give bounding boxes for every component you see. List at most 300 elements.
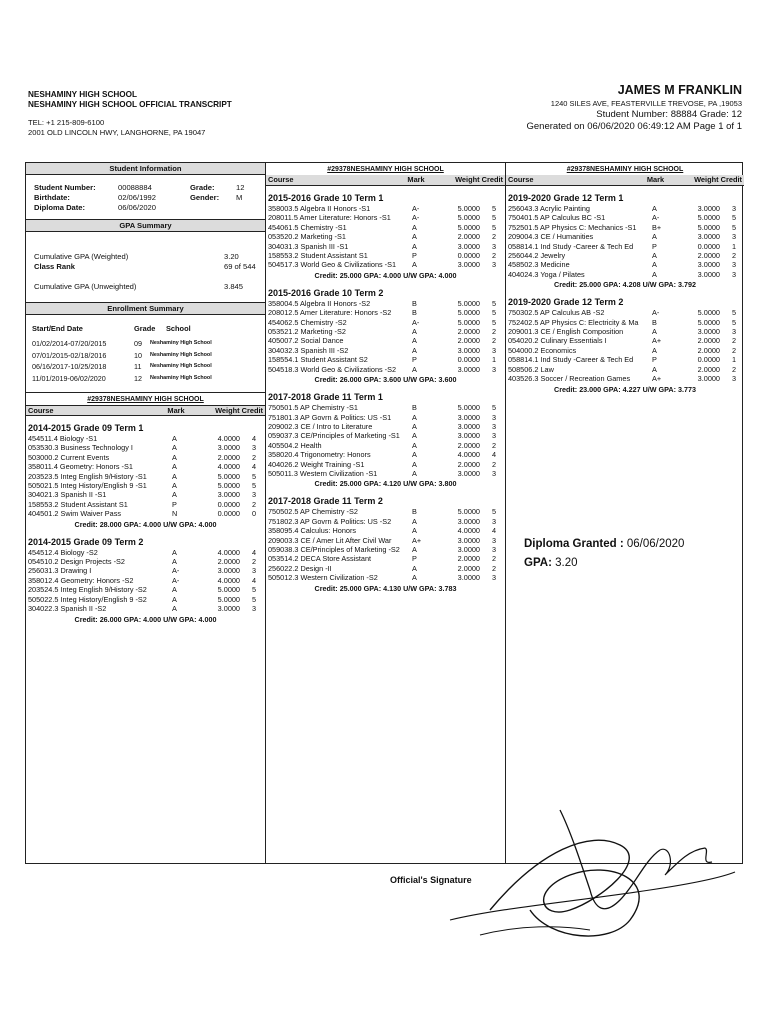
course-row xyxy=(506,213,744,222)
course-row xyxy=(506,327,744,336)
course-weight: 2.0000 xyxy=(217,452,240,462)
col-mark: Mark xyxy=(407,175,425,184)
course-mark: A xyxy=(412,336,417,346)
course-credit: 5 xyxy=(491,204,496,213)
course-row xyxy=(266,460,505,469)
course-weight: 3.0000 xyxy=(457,364,480,374)
course-weight: 4.0000 xyxy=(457,450,480,460)
course-name: 053521.2 Marketing -S2 xyxy=(268,327,346,337)
school-address: 2001 OLD LINCOLN HWY, LANGHORNE, PA 19047 xyxy=(28,128,206,137)
enrollment-grade: 10 xyxy=(134,350,142,360)
course-mark: N xyxy=(172,509,178,519)
school-tel: TEL: +1 215-809-6100 xyxy=(28,118,105,127)
course-name: 358012.4 Geometry: Honors -S2 xyxy=(28,575,134,585)
enrollment-col-dates: Start/End Date xyxy=(32,324,83,333)
term-title: 2019-2020 Grade 12 Term 2 xyxy=(508,297,624,308)
course-table-header xyxy=(26,405,265,416)
official-signature-label: Official's Signature xyxy=(390,875,472,885)
course-name: 058814.1 Ind Study -Career & Tech Ed xyxy=(508,355,634,365)
course-row xyxy=(26,472,265,481)
course-name: 203524.5 Integ English 9/History -S2 xyxy=(28,585,147,595)
label-birthdate: Birthdate: xyxy=(34,193,70,202)
course-weight: 5.0000 xyxy=(457,204,480,213)
course-row xyxy=(26,500,265,509)
course-credit: 3 xyxy=(731,374,736,384)
course-mark: A xyxy=(172,434,177,443)
course-mark: A xyxy=(412,563,417,573)
course-credit: 5 xyxy=(251,481,256,491)
course-row xyxy=(26,453,265,462)
course-row xyxy=(26,443,265,452)
course-credit: 4 xyxy=(491,450,496,460)
course-name: 505012.3 Western Civilization -S2 xyxy=(268,573,378,583)
course-row xyxy=(266,318,505,327)
course-mark: A xyxy=(412,516,417,526)
course-weight: 5.0000 xyxy=(697,222,720,232)
value-gpa-unweighted: 3.845 xyxy=(224,282,244,291)
course-row xyxy=(266,327,505,336)
course-name: 508506.2 Law xyxy=(508,364,554,374)
course-weight: 5.0000 xyxy=(457,222,480,232)
course-credit: 5 xyxy=(491,507,496,517)
course-name: 209001.3 CE / English Composition xyxy=(508,327,624,337)
course-row xyxy=(266,403,505,412)
course-row xyxy=(26,462,265,471)
course-weight: 2.0000 xyxy=(457,563,480,573)
course-name: 405504.2 Health xyxy=(268,440,322,450)
enrollment-dates: 11/01/2019-06/02/2020 xyxy=(32,373,106,383)
term-title: 2017-2018 Grade 11 Term 1 xyxy=(268,392,383,403)
course-credit: 2 xyxy=(491,336,496,346)
course-table-header xyxy=(266,175,505,186)
course-mark: A xyxy=(172,557,177,567)
course-weight: 2.0000 xyxy=(697,345,720,355)
value-gender: M xyxy=(236,193,243,202)
course-credit: 3 xyxy=(731,232,736,242)
course-row xyxy=(266,355,505,364)
course-credit: 3 xyxy=(491,421,496,431)
diploma-gpa xyxy=(524,554,684,573)
campus-label: #29378NESHAMINY HIGH SCHOOL xyxy=(327,166,444,173)
label-gpa-unweighted: Cumulative GPA (Unweighted) xyxy=(34,282,137,291)
course-credit: 2 xyxy=(731,336,736,346)
course-name: 358095.4 Calculus: Honors xyxy=(268,526,357,536)
course-row xyxy=(26,557,265,566)
course-credit: 5 xyxy=(491,222,496,232)
course-credit: 3 xyxy=(491,241,496,251)
col-course: Course xyxy=(508,175,534,184)
school-header xyxy=(28,90,388,138)
course-mark: P xyxy=(412,251,417,261)
course-weight: 5.0000 xyxy=(697,213,720,223)
col-weight-credit: Weight Credit xyxy=(694,175,742,184)
course-weight: 3.0000 xyxy=(697,374,720,384)
course-credit: 4 xyxy=(251,434,256,443)
enrollment-row xyxy=(26,361,265,373)
course-mark: A- xyxy=(652,213,660,223)
course-row xyxy=(266,365,505,374)
course-weight: 0.0000 xyxy=(217,499,240,509)
enrollment-dates: 07/01/2015-02/18/2016 xyxy=(32,350,107,360)
terms-column-2 xyxy=(266,192,505,594)
course-mark: A xyxy=(412,327,417,337)
course-mark: A xyxy=(172,490,177,500)
value-grade: 12 xyxy=(236,183,245,192)
term-block xyxy=(26,422,265,530)
course-mark: A xyxy=(172,462,177,472)
course-row xyxy=(266,308,505,317)
course-name: 256044.2 Jewelry xyxy=(508,251,566,261)
course-row xyxy=(506,365,744,374)
course-name: 256043.3 Acrylic Painting xyxy=(508,204,590,213)
course-weight: 5.0000 xyxy=(457,317,480,327)
enrollment-rows xyxy=(26,338,265,384)
course-mark: A xyxy=(652,260,657,270)
course-credit: 2 xyxy=(731,251,736,261)
course-mark: A xyxy=(412,450,417,460)
class-rank-row xyxy=(26,262,265,272)
course-table-header xyxy=(506,175,744,186)
course-weight: 4.0000 xyxy=(217,434,240,443)
course-name: 209004.3 CE / Humanities xyxy=(508,232,594,242)
column-3 xyxy=(506,163,744,863)
course-row xyxy=(26,576,265,585)
course-row xyxy=(266,204,505,213)
course-weight: 0.0000 xyxy=(697,241,720,251)
term-summary: Credit: 25.000 GPA: 4.130 U/W GPA: 3.783 xyxy=(314,583,457,593)
diploma-granted-date: 06/06/2020 xyxy=(626,538,685,550)
course-credit: 1 xyxy=(731,241,736,251)
course-credit: 5 xyxy=(491,213,496,223)
course-row xyxy=(26,509,265,518)
course-weight: 3.0000 xyxy=(457,421,480,431)
course-row xyxy=(266,526,505,535)
course-name: 454511.4 Biology -S1 xyxy=(28,434,98,443)
value-student-number: 00088884 xyxy=(118,183,152,192)
enrollment-school: Neshaminy High School xyxy=(150,363,212,369)
course-row xyxy=(506,318,744,327)
course-weight: 5.0000 xyxy=(457,507,480,517)
course-mark: A xyxy=(412,222,417,232)
course-row xyxy=(266,517,505,526)
course-name: 059037.3 CE/Principles of Marketing -S1 xyxy=(268,431,400,441)
diploma-granted-label: Diploma Granted : xyxy=(524,538,624,550)
course-credit: 2 xyxy=(731,364,736,374)
column-2 xyxy=(266,163,506,863)
course-row xyxy=(506,336,744,345)
course-row xyxy=(266,573,505,582)
course-name: 053520.2 Marketing -S1 xyxy=(268,232,346,242)
course-credit: 3 xyxy=(491,364,496,374)
term-block xyxy=(506,192,744,290)
course-mark: A xyxy=(172,443,177,453)
term-title: 2015-2016 Grade 10 Term 2 xyxy=(268,287,384,298)
course-credit: 3 xyxy=(491,412,496,422)
course-credit: 3 xyxy=(251,566,256,576)
course-name: 403526.3 Soccer / Recreation Games xyxy=(508,374,631,384)
course-name: 750502.5 AP Chemistry -S2 xyxy=(268,507,358,517)
terms-column-1 xyxy=(26,422,265,625)
course-credit: 2 xyxy=(491,232,496,242)
course-mark: B xyxy=(412,298,417,308)
course-row xyxy=(506,232,744,241)
course-weight: 5.0000 xyxy=(457,308,480,318)
term-block xyxy=(266,192,505,281)
enrollment-school: Neshaminy High School xyxy=(150,340,212,346)
label-class-rank: Class Rank xyxy=(34,262,75,271)
course-row xyxy=(506,308,744,317)
course-row xyxy=(506,270,744,279)
school-contact xyxy=(28,118,388,138)
col-course: Course xyxy=(268,175,294,184)
course-row xyxy=(506,242,744,251)
course-credit: 2 xyxy=(491,440,496,450)
course-name: 404024.3 Yoga / Pilates xyxy=(508,269,585,279)
course-weight: 4.0000 xyxy=(217,462,240,472)
course-credit: 0 xyxy=(251,509,256,519)
course-mark: P xyxy=(652,241,657,251)
course-name: 158554.1 Student Assistant S2 xyxy=(268,355,368,365)
course-mark: A+ xyxy=(412,535,422,545)
label-grade: Grade: xyxy=(190,183,215,192)
label-gpa-weighted: Cumulative GPA (Weighted) xyxy=(34,252,129,261)
course-weight: 3.0000 xyxy=(217,604,240,614)
course-name: 054510.2 Design Projects -S2 xyxy=(28,557,125,567)
course-name: 053514.2 DECA Store Assistant xyxy=(268,554,372,564)
enrollment-header xyxy=(26,324,265,334)
enrollment-summary-title: Enrollment Summary xyxy=(26,303,265,315)
enrollment-grade: 12 xyxy=(134,373,142,383)
course-name: 504000.2 Economics xyxy=(508,345,577,355)
course-mark: A xyxy=(652,345,657,355)
course-name: 458502.3 Medicine xyxy=(508,260,570,270)
course-credit: 3 xyxy=(251,443,256,453)
course-mark: P xyxy=(412,355,417,365)
value-gpa-weighted: 3.20 xyxy=(224,252,239,261)
course-weight: 2.0000 xyxy=(697,364,720,374)
course-row xyxy=(266,564,505,573)
course-row xyxy=(266,422,505,431)
course-mark: A xyxy=(412,544,417,554)
course-row xyxy=(266,251,505,260)
course-credit: 5 xyxy=(731,308,736,318)
terms-column-3 xyxy=(506,192,744,395)
term-title: 2014-2015 Grade 09 Term 2 xyxy=(28,536,144,547)
course-weight: 2.0000 xyxy=(457,336,480,346)
term-title: 2019-2020 Grade 12 Term 1 xyxy=(508,193,624,203)
course-weight: 5.0000 xyxy=(457,298,480,308)
course-name: 752501.5 AP Physics C: Mechanics -S1 xyxy=(508,222,637,232)
course-name: 203523.5 Integ English 9/History -S1 xyxy=(28,471,147,481)
diploma-granted xyxy=(524,535,684,554)
course-credit: 5 xyxy=(731,222,736,232)
course-name: 404501.2 Swim Waiver Pass xyxy=(28,509,122,519)
course-weight: 3.0000 xyxy=(697,232,720,242)
value-class-rank: 69 of 544 xyxy=(224,262,256,271)
course-mark: A xyxy=(652,251,657,261)
course-mark: A xyxy=(412,468,417,478)
course-credit: 3 xyxy=(251,604,256,614)
gpa-unweighted-row xyxy=(26,282,265,292)
course-mark: A xyxy=(652,364,657,374)
course-mark: P xyxy=(172,499,177,509)
course-row xyxy=(266,554,505,563)
course-mark: A xyxy=(412,573,417,583)
col-course: Course xyxy=(28,406,54,415)
course-name: 751802.3 AP Govrn & Politics: US -S2 xyxy=(268,516,392,526)
course-name: 751801.3 AP Govrn & Politics: US -S1 xyxy=(268,412,392,422)
course-name: 053530.3 Business Technology I xyxy=(28,443,133,453)
campus-label: #29378NESHAMINY HIGH SCHOOL xyxy=(566,166,684,173)
course-mark: A xyxy=(412,526,417,536)
course-mark: A- xyxy=(652,308,660,318)
course-name: 158553.2 Student Assistant S1 xyxy=(268,251,368,261)
enrollment-col-school: School xyxy=(166,324,191,333)
term-title: 2015-2016 Grade 10 Term 1 xyxy=(268,193,384,203)
course-row xyxy=(266,242,505,251)
term-title: 2017-2018 Grade 11 Term 2 xyxy=(268,496,383,507)
course-weight: 5.0000 xyxy=(217,585,240,595)
course-mark: A- xyxy=(172,575,180,585)
course-mark: A- xyxy=(412,213,420,223)
gpa-summary-title: GPA Summary xyxy=(26,220,265,232)
course-credit: 3 xyxy=(731,204,736,213)
course-name: 750501.5 AP Chemistry -S1 xyxy=(268,403,358,413)
course-credit: 5 xyxy=(491,308,496,318)
course-name: 505021.5 Integ History/English 9 -S1 xyxy=(28,481,147,491)
info-row-number xyxy=(26,183,265,193)
course-row xyxy=(506,251,744,260)
course-row xyxy=(266,536,505,545)
course-credit: 3 xyxy=(491,544,496,554)
course-mark: A- xyxy=(412,204,420,213)
course-row xyxy=(266,223,505,232)
course-mark: B xyxy=(412,403,417,413)
signature-scribble-icon xyxy=(420,790,740,950)
course-row xyxy=(26,434,265,443)
course-mark: A xyxy=(412,345,417,355)
course-name: 304022.3 Spanish II -S2 xyxy=(28,604,107,614)
term-block xyxy=(266,287,505,385)
value-birthdate: 02/06/1992 xyxy=(118,193,157,202)
course-credit: 4 xyxy=(491,526,496,536)
course-weight: 2.0000 xyxy=(457,459,480,469)
course-name: 505022.5 Integ History/English 9 -S2 xyxy=(28,594,147,604)
term-block xyxy=(266,495,505,593)
course-credit: 3 xyxy=(731,260,736,270)
course-weight: 0.0000 xyxy=(697,355,720,365)
enrollment-summary xyxy=(26,315,265,392)
course-name: 504518.3 World Geo & Civilizations -S2 xyxy=(268,364,397,374)
course-weight: 5.0000 xyxy=(697,308,720,318)
course-credit: 3 xyxy=(491,468,496,478)
document-title: NESHAMINY HIGH SCHOOL OFFICIAL TRANSCRIPT xyxy=(28,100,232,109)
course-credit: 3 xyxy=(491,516,496,526)
course-row xyxy=(266,507,505,516)
course-credit: 3 xyxy=(491,260,496,270)
enrollment-row xyxy=(26,338,265,350)
course-credit: 2 xyxy=(251,452,256,462)
course-credit: 3 xyxy=(251,490,256,500)
course-credit: 5 xyxy=(491,403,496,413)
course-name: 358020.4 Trigonometry: Honors xyxy=(268,450,371,460)
course-name: 209003.3 CE / Amer Lit After Civil War xyxy=(268,535,392,545)
term-summary: Credit: 26.000 GPA: 3.600 U/W GPA: 3.600 xyxy=(314,375,457,385)
course-name: 054020.2 Culinary Essentials I xyxy=(508,336,607,346)
course-row xyxy=(506,374,744,383)
course-credit: 3 xyxy=(491,573,496,583)
course-weight: 5.0000 xyxy=(217,594,240,604)
course-credit: 5 xyxy=(491,298,496,308)
course-name: 750401.5 AP Calculus BC -S1 xyxy=(508,213,606,223)
course-name: 059038.3 CE/Principles of Marketing -S2 xyxy=(268,544,400,554)
course-mark: A xyxy=(172,604,177,614)
course-row xyxy=(266,450,505,459)
course-credit: 1 xyxy=(731,355,736,365)
course-name: 358003.5 Algebra II Honors -S1 xyxy=(268,204,371,213)
student-address: 1240 SILES AVE, FEASTERVILLE TREVOSE, PA ,19053 xyxy=(550,99,742,108)
course-credit: 4 xyxy=(251,462,256,472)
enrollment-row xyxy=(26,373,265,385)
course-credit: 4 xyxy=(251,575,256,585)
enrollment-dates: 06/16/2017-10/25/2018 xyxy=(32,362,107,371)
course-name: 208011.5 Amer Literature: Honors -S1 xyxy=(268,213,391,223)
course-name: 209002.3 CE / Intro to Literature xyxy=(268,421,373,431)
col-weight-credit: Weight Credit xyxy=(455,175,503,184)
course-name: 208012.5 Amer Literature: Honors -S2 xyxy=(268,308,392,318)
course-weight: 0.0000 xyxy=(457,251,480,261)
course-row xyxy=(266,213,505,222)
course-credit: 5 xyxy=(251,594,256,604)
course-weight: 5.0000 xyxy=(217,471,240,481)
course-weight: 2.0000 xyxy=(457,554,480,564)
course-mark: A xyxy=(652,232,657,242)
course-mark: A xyxy=(652,204,657,213)
col-mark: Mark xyxy=(646,175,665,184)
course-row xyxy=(506,355,744,364)
course-weight: 0.0000 xyxy=(457,355,480,365)
course-credit: 2 xyxy=(251,557,256,567)
course-row xyxy=(266,260,505,269)
course-row xyxy=(266,346,505,355)
course-weight: 3.0000 xyxy=(457,535,480,545)
course-weight: 3.0000 xyxy=(457,573,480,583)
course-credit: 5 xyxy=(491,317,496,327)
course-credit: 5 xyxy=(251,471,256,481)
term-summary: Credit: 26.000 GPA: 4.000 U/W GPA: 4.000 xyxy=(74,614,217,624)
course-row xyxy=(26,490,265,499)
enrollment-row xyxy=(26,350,265,362)
course-mark: A xyxy=(412,412,417,422)
course-weight: 4.0000 xyxy=(217,575,240,585)
course-mark: A- xyxy=(172,566,180,576)
gpa-weighted-row xyxy=(26,252,265,262)
course-name: 058814.1 Ind Study -Career & Tech Ed xyxy=(508,241,634,251)
course-mark: A xyxy=(652,269,657,279)
course-name: 752402.5 AP Physics C: Electricity & Ma xyxy=(508,317,639,327)
course-mark: A xyxy=(412,232,417,242)
course-name: 256022.2 Design -II xyxy=(268,563,332,573)
course-mark: A+ xyxy=(652,374,662,384)
course-row xyxy=(266,299,505,308)
course-weight: 2.0000 xyxy=(697,336,720,346)
diploma-gpa-label: GPA: xyxy=(524,557,552,569)
student-header xyxy=(422,82,742,133)
course-name: 750302.5 AP Calculus AB -S2 xyxy=(508,308,605,318)
course-mark: A xyxy=(412,440,417,450)
course-weight: 2.0000 xyxy=(217,557,240,567)
course-name: 358004.5 Algebra II Honors -S2 xyxy=(268,298,371,308)
